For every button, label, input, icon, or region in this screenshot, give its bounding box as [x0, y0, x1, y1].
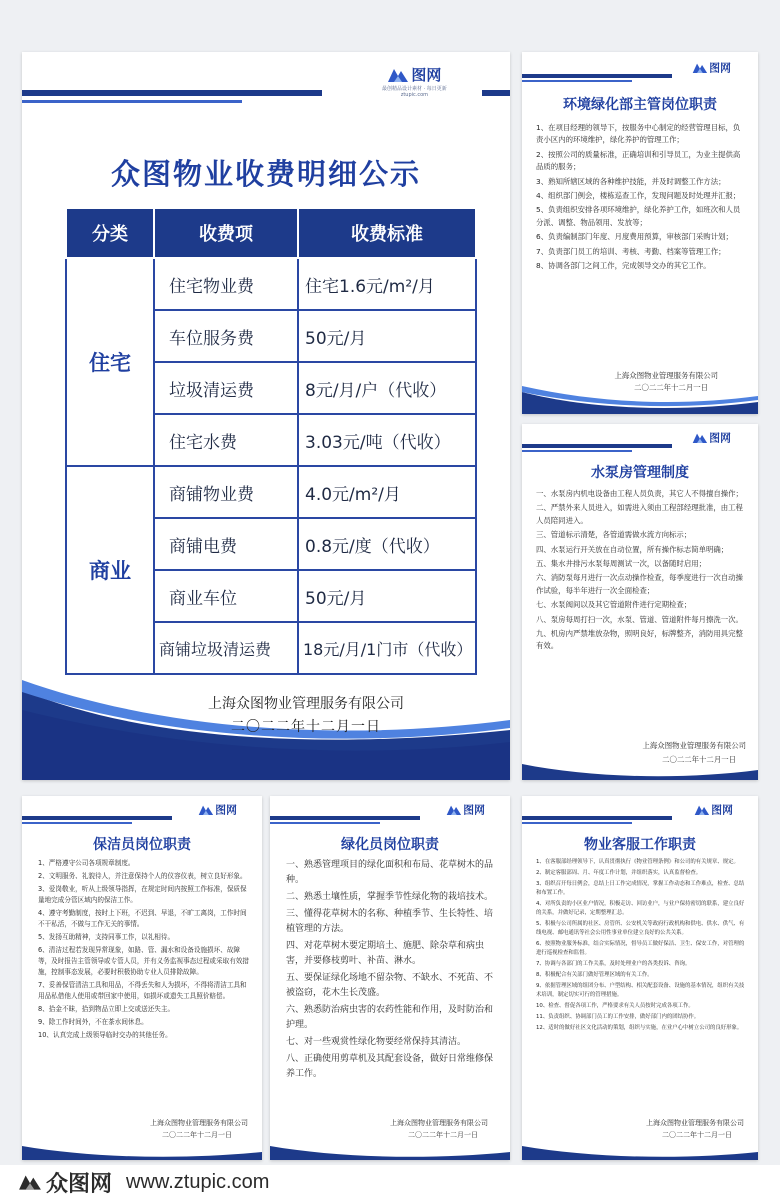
brand-logo — [694, 802, 733, 817]
list-item: 六、熟悉防治病虫害的农药性能和作用，及时防治和护理。 — [286, 1005, 494, 1030]
brand-logo-icon — [694, 804, 710, 816]
list-item: 8、协调各部门之间工作，完成领导交办的其它工作。 — [536, 261, 711, 271]
duty-list — [536, 858, 748, 1035]
list-item: 11、负责组织、协调部门员工的工作安排，做好部门内的团结协作。 — [536, 1014, 700, 1020]
fee-item: 住宅物业费 — [154, 258, 298, 310]
list-item: 五、集水井排污水泵每周测试一次，以备随时启用； — [536, 559, 706, 569]
issue-date: 二〇二二年十二月一日 — [162, 1131, 232, 1139]
list-item: 8、拾金不昧，拾到物品立即上交或送还失主。 — [38, 1005, 175, 1013]
table-row — [66, 258, 476, 310]
list-item: 10、认真完成上级领导临时交办的其他任务。 — [38, 1031, 172, 1039]
list-item: 5、积极与公司所属的社区、房管所、公安机关等政府行政机构和供电、供水、供气、有线电视、邮电通讯等社会公用性事业单位建立良好的公共关系。 — [536, 921, 745, 936]
list-item: 12、适时的做好社区文化活动的策划，组织与实施，在业户心中树立公司的良好形象。 — [536, 1025, 743, 1031]
pump-room-rules-board — [522, 424, 758, 780]
list-item: 五、要保证绿化场地不留杂物、不缺水、不死苗、不被盗窃，花木生长茂盛。 — [286, 973, 494, 998]
duty-list — [536, 122, 746, 274]
list-item: 5、发扬互助精神，支持同事工作，以礼相待。 — [38, 933, 175, 941]
brand-logo-text: 图网 — [709, 431, 731, 445]
page-title: 众图物业收费明细公示 — [110, 157, 421, 191]
top-stripe — [522, 816, 672, 820]
brand-logo-icon — [692, 432, 708, 444]
fee-standard: 50元/月 — [298, 310, 476, 362]
top-stripe — [522, 444, 672, 448]
list-item: 2、文明服务、礼貌待人，并注意保持个人的仪容仪表，树立良好形象。 — [38, 872, 247, 880]
header-item: 收费项 — [154, 208, 298, 258]
rule-list — [536, 488, 748, 655]
top-stripe — [22, 90, 322, 96]
brand-logo-text: 图网 — [411, 66, 442, 84]
top-stripe-thin — [522, 80, 632, 82]
list-item: 八、泵房每周打扫一次，水泵、管道、管道附件每月擦洗一次。 — [536, 614, 743, 624]
list-item: 4、组织部门例会，楼栋巡查工作，发现问题及时处理并汇报； — [536, 191, 741, 201]
list-item: 六、消防泵每月进行一次点动操作检查，每季度进行一次自动操作试验，每半年进行一次全面检查； — [536, 573, 743, 595]
top-stripe-thin — [22, 822, 132, 824]
brand-logo-text: 图网 — [709, 61, 731, 75]
list-item: 一、水泵房内机电设备由工程人员负责，其它人不得擅自操作； — [536, 489, 743, 498]
brand-logo — [692, 60, 731, 75]
panel-title: 环境绿化部主管岗位职责 — [563, 97, 717, 113]
brand-logo — [692, 430, 731, 445]
table-row — [66, 466, 476, 518]
list-item: 6、清洁过程若发现异常现象，如路、管、漏水和设备设施损坏、故障等，及时报告主管领导或专管人员，并有义务监视事态过程或采取有效措施，控制事态发展，必要时积极协助专业人员排除故障。 — [38, 946, 249, 976]
list-item: 3、熟知所辖区域的各种维护技能，并及时调整工作方法； — [536, 176, 726, 186]
list-item: 5、负责组织安排各项环境维护，绿化养护工作，如班次和人员分派、调整、物品领用、发放等； — [536, 205, 741, 227]
fee-item: 车位服务费 — [154, 310, 298, 362]
list-item: 二、熟悉土壤性质，掌握季节性绿化物的栽培技术。 — [286, 892, 494, 902]
header-category: 分类 — [66, 208, 154, 258]
list-item: 三、管道标示清楚，各管道需做水流方向标示； — [536, 530, 692, 540]
brand-logo — [446, 802, 485, 817]
issue-date: 二〇二二年十二月一日 — [662, 1131, 732, 1139]
cleaner-duties-board — [22, 796, 262, 1160]
list-item: 7、负责部门员工的培训、考核、考勤、档案等管理工作； — [536, 246, 726, 256]
top-stripe-right — [482, 90, 510, 96]
fee-table — [65, 207, 477, 675]
brand-logo — [382, 64, 447, 98]
issue-date: 二〇二二年十二月一日 — [634, 383, 708, 392]
top-stripe-thin — [522, 822, 632, 824]
fee-item: 商铺物业费 — [154, 466, 298, 518]
brand-logo-text: 图网 — [711, 803, 733, 817]
watermark-logo-icon — [18, 1173, 42, 1191]
list-item: 3、爱岗敬业，听从上级领导指挥，在规定时间内按照工作标准，保质保量地完成分管区域内的保洁工作。 — [38, 885, 247, 904]
brand-logo-icon — [446, 804, 462, 816]
brand-logo-icon — [692, 62, 708, 74]
list-item: 七、水泵阀间以及其它管道附件进行定期检查； — [536, 600, 692, 610]
panel-title: 水泵房管理制度 — [591, 465, 689, 481]
company-name: 上海众图物业管理服务有限公司 — [642, 741, 746, 750]
list-item: 8、积极配合有关部门做好管理区域的有关工作。 — [536, 972, 653, 978]
list-item: 1、在项目经理的领导下，按服务中心制定的经营管理目标，负责小区内的环境维护，绿化养护的管理工作； — [536, 123, 741, 145]
list-item: 10、检查、督促各项工作，严格要求有关人员按时完成各项工作。 — [536, 1003, 694, 1009]
issue-date: 二〇二二年十二月一日 — [408, 1131, 478, 1139]
watermark-url[interactable]: www.ztupic.com — [126, 1170, 270, 1193]
list-item: 四、水泵运行开关放在自动位置，所有操作标志简单明确； — [536, 544, 729, 554]
list-item: 9、依据管理区域的组团分布、户型结构、相关配套设备、设施的基本情况，组织有关技术培训，制定切实可行的管理措施。 — [536, 983, 745, 998]
fee-item: 垃圾清运费 — [154, 362, 298, 414]
category-commercial: 商业 — [66, 466, 154, 674]
fee-standard: 3.03元/吨（代收） — [298, 414, 476, 466]
list-item: 2、制定客服部周、月、年度工作计划，并组织落实，认真监督检查。 — [536, 870, 702, 876]
bottom-wave-decoration — [522, 384, 758, 414]
greening-staff-duties-board — [270, 796, 510, 1160]
list-item: 4、遵守考勤制度，按时上下班，不迟到、早退，不旷工离岗，工作时间不干私活，不做与工作无关的事情。 — [38, 909, 247, 928]
fee-standard: 4.0元/m²/月 — [298, 466, 476, 518]
list-item: 7、协调与各部门的工作关系，及时处理业户的各类投诉、咨询。 — [536, 961, 691, 967]
list-item: 八、正确使用剪草机及其配套设备，做好日常维修保养工作。 — [286, 1054, 494, 1079]
fee-item: 商铺电费 — [154, 518, 298, 570]
top-stripe — [22, 816, 172, 820]
fee-table-header — [66, 208, 476, 258]
duty-list — [38, 858, 250, 1043]
issue-date: 二〇二二年十二月一日 — [662, 755, 736, 764]
customer-service-duties-board — [522, 796, 758, 1160]
company-name: 上海众图物业管理服务有限公司 — [150, 1119, 248, 1127]
bottom-wave-decoration — [270, 1142, 510, 1160]
list-item: 一、熟悉管理项目的绿化面积和布局、花草树木的品种。 — [286, 860, 494, 885]
fee-standard: 0.8元/度（代收） — [298, 518, 476, 570]
duty-list — [286, 858, 500, 1084]
panel-title: 保洁员岗位职责 — [93, 837, 191, 853]
top-stripe-thin — [270, 822, 380, 824]
panel-title: 绿化员岗位职责 — [341, 837, 439, 853]
list-item: 2、按照公司的质量标准，正确培训和引导员工，为业主提供高品质的服务； — [536, 149, 741, 172]
company-name: 上海众图物业管理服务有限公司 — [208, 696, 404, 712]
top-stripe — [270, 816, 420, 820]
issue-date: 二〇二二年十二月一日 — [231, 719, 381, 735]
bottom-wave-decoration — [522, 758, 758, 780]
fee-standard: 18元/月/1门市（代收） — [298, 622, 476, 674]
list-item: 1、严格遵守公司各项规章制度。 — [38, 859, 135, 867]
top-stripe-thin — [22, 100, 242, 103]
list-item: 3、组织召开每日例会，总结上日工作完成情况，掌握工作动态和工作难点，检查、总结和布置工作。 — [536, 881, 745, 896]
brand-logo-icon — [198, 804, 214, 816]
brand-logo-text: 图网 — [463, 803, 485, 817]
env-greening-supervisor-board — [522, 52, 758, 414]
fee-item: 商业车位 — [154, 570, 298, 622]
brand-logo-text: 图网 — [215, 803, 237, 817]
top-stripe — [522, 74, 672, 78]
list-item: 三、懂得花草树木的名称、种植季节、生长特性、培植管理的方法。 — [286, 909, 494, 934]
fee-item: 住宅水费 — [154, 414, 298, 466]
bottom-wave-decoration — [522, 1142, 758, 1160]
list-item: 6、按照物业服务标准，结合实际情况，督导员工做好保洁、卫生、保安工作，对管理的进行巡视检查和监督。 — [536, 941, 745, 956]
list-item: 二、严禁外来人员进入，如需进入须由工程部经理批准，由工程人员陪同进入。 — [536, 503, 743, 525]
company-name: 上海众图物业管理服务有限公司 — [390, 1119, 488, 1127]
brand-logo-sub: 最创精品设计素材 · 每日更新 — [382, 86, 447, 92]
company-name: 上海众图物业管理服务有限公司 — [614, 371, 718, 380]
list-item: 7、妥善保管清洁工具和用品，不得丢失和人为损坏，不得将清洁工具和用品私借他人使用或带回家中使用，如损坏或遗失工具照价赔偿。 — [38, 981, 247, 1000]
fee-notice-board — [22, 52, 510, 780]
list-item: 6、负责编制部门年度、月度费用预算，审核部门采购计划； — [536, 232, 733, 242]
brand-logo — [198, 802, 237, 817]
fee-standard: 50元/月 — [298, 570, 476, 622]
watermark-logo-text: 众图网 — [46, 1171, 113, 1197]
list-item: 九、机房内严禁堆放杂物，照明良好，标牌整齐，消防用具完整有效。 — [536, 629, 743, 651]
watermark-logo — [18, 1167, 112, 1198]
fee-standard: 8元/月/户（代收） — [298, 362, 476, 414]
company-name: 上海众图物业管理服务有限公司 — [646, 1119, 744, 1127]
fee-standard: 住宅1.6元/m²/月 — [298, 258, 476, 310]
category-residential: 住宅 — [66, 258, 154, 466]
watermark-footer — [0, 1165, 780, 1199]
list-item: 1、在客服部经理领导下，认真贯彻执行《物业管理条例》和公司的有关规章、规定。 — [536, 859, 739, 865]
brand-logo-icon — [387, 67, 409, 83]
brand-logo-url: ztupic.com — [400, 92, 429, 98]
top-stripe-thin — [522, 450, 632, 452]
list-item: 七、对一些观赏性绿化物要经常保持其清洁。 — [286, 1037, 467, 1047]
list-item: 4、对所负责的小区业户情况，积极走访、回访业户，与业户保持密切的联系，建立良好的关系，并做好记录，定期整理汇总。 — [536, 901, 745, 916]
list-item: 9、除工作时间外，不在茶水间休息。 — [38, 1018, 148, 1026]
list-item: 四、对花草树木要定期培土、施肥、除杂草和病虫害，并要修枝剪叶、补苗、淋水。 — [286, 941, 485, 966]
header-standard: 收费标准 — [298, 208, 476, 258]
panel-title: 物业客服工作职责 — [584, 837, 696, 853]
bottom-wave-decoration — [22, 1142, 262, 1160]
fee-item: 商铺垃圾清运费 — [154, 622, 298, 674]
